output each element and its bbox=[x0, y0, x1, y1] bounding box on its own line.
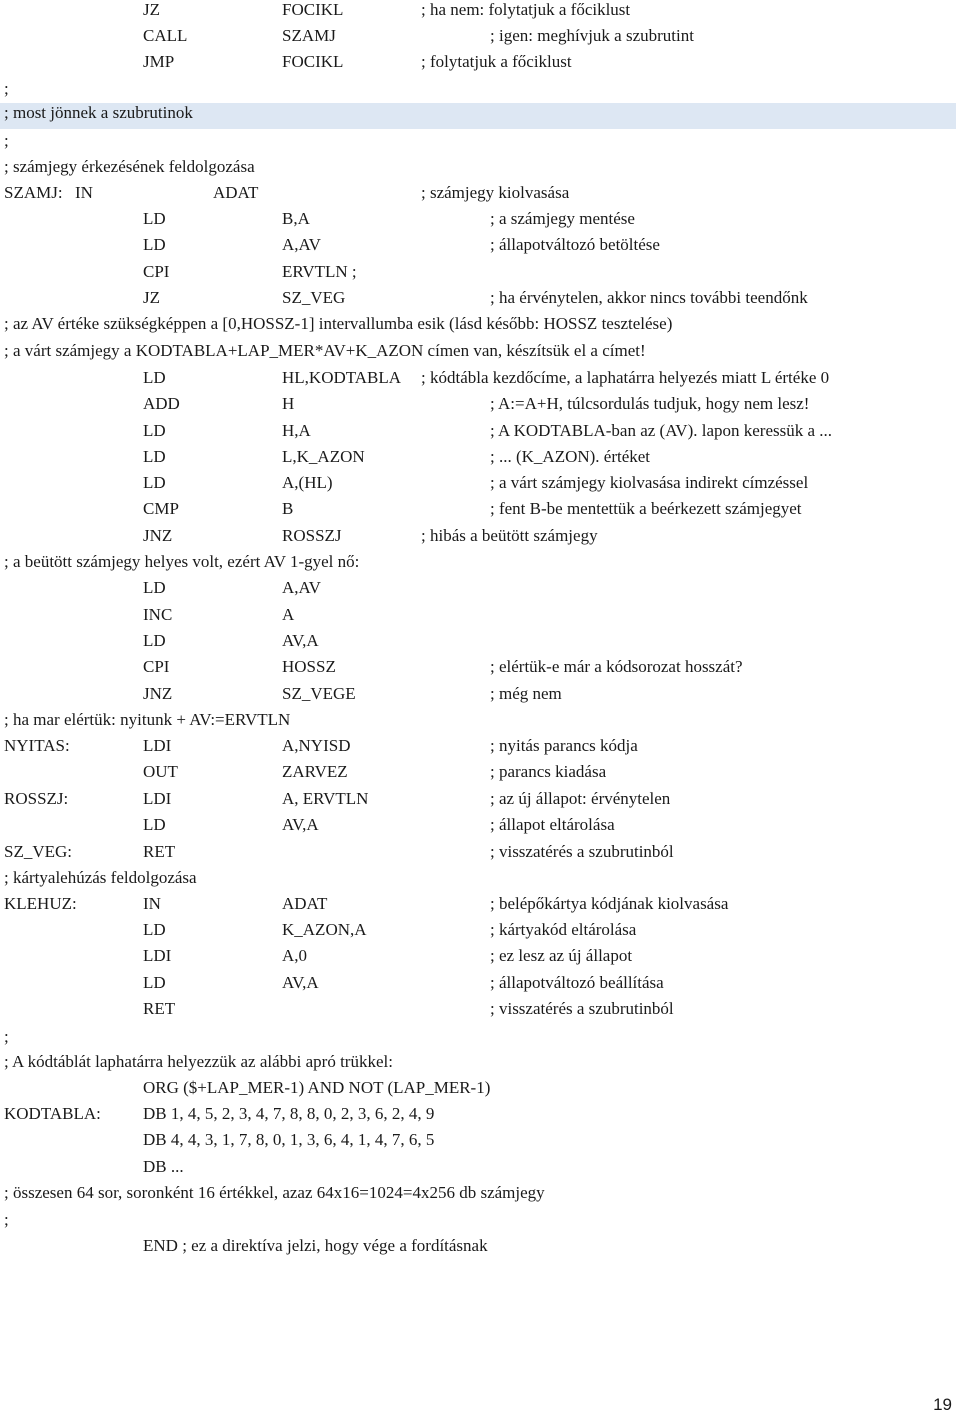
comment-text: ; az AV értéke szükségképpen a [0,HOSSZ-1] intervallumba esik (lásd később: HOSSZ tesztelése) bbox=[4, 314, 673, 333]
comment: ; kódtábla kezdőcíme, a laphatárra helyezés miatt L értéke 0 bbox=[421, 368, 830, 387]
comment: ; a számjegy mentése bbox=[490, 209, 635, 228]
operand: ADAT bbox=[213, 183, 259, 202]
code-line bbox=[0, 26, 960, 52]
code-line bbox=[0, 894, 960, 920]
code-line bbox=[0, 421, 960, 447]
mnemonic: CPI bbox=[143, 262, 170, 281]
operand: K_AZON,A bbox=[282, 920, 367, 939]
mnemonic: RET bbox=[143, 999, 176, 1018]
label: SZ_VEG: bbox=[4, 842, 72, 861]
mnemonic: LD bbox=[143, 973, 166, 992]
mnemonic: LD bbox=[143, 421, 166, 440]
code-line bbox=[0, 736, 960, 762]
comment: ; ha érvénytelen, akkor nincs további teendőnk bbox=[490, 288, 808, 307]
mnemonic: LD bbox=[143, 235, 166, 254]
directive: DB ... bbox=[143, 1157, 184, 1176]
mnemonic: LD bbox=[143, 920, 166, 939]
code-line bbox=[0, 920, 960, 946]
comment-line bbox=[0, 1210, 960, 1236]
mnemonic: LD bbox=[143, 631, 166, 650]
directive: DB 4, 4, 3, 1, 7, 8, 0, 1, 3, 6, 4, 1, 4, 7, 6, 5 bbox=[143, 1130, 435, 1149]
comment: ; még nem bbox=[490, 684, 562, 703]
comment: ; fent B-be mentettük a beérkezett számjegyet bbox=[490, 499, 802, 518]
comment: ; visszatérés a szubrutinból bbox=[490, 999, 674, 1018]
mnemonic: JMP bbox=[143, 52, 175, 71]
operand: ERVTLN ; bbox=[282, 262, 357, 281]
directive-line bbox=[0, 1078, 960, 1104]
code-line bbox=[0, 631, 960, 657]
mnemonic: LD bbox=[143, 368, 166, 387]
mnemonic: CALL bbox=[143, 26, 188, 45]
comment-text: ; A kódtáblát laphatárra helyezzük az alábbi apró trükkel: bbox=[4, 1052, 393, 1071]
comment: ; A:=A+H, túlcsordulás tudjuk, hogy nem lesz! bbox=[490, 394, 810, 413]
label: SZAMJ: bbox=[4, 183, 63, 202]
mnemonic: JNZ bbox=[143, 684, 173, 703]
code-line bbox=[0, 526, 960, 552]
directive: END ; ez a direktíva jelzi, hogy vége a fordításnak bbox=[143, 1236, 488, 1255]
label: KODTABLA: bbox=[4, 1104, 101, 1123]
comment-text: ; összesen 64 sor, soronként 16 értékkel, azaz 64x16=1024=4x256 db számjegy bbox=[4, 1183, 545, 1202]
mnemonic: LD bbox=[143, 209, 166, 228]
comment: ; parancs kiadása bbox=[490, 762, 607, 781]
directive: ORG ($+LAP_MER-1) AND NOT (LAP_MER-1) bbox=[143, 1078, 491, 1097]
operand: A,NYISD bbox=[282, 736, 351, 755]
operand: B,A bbox=[282, 209, 310, 228]
comment: ; állapotváltozó beállítása bbox=[490, 973, 664, 992]
comment: ; nyitás parancs kódja bbox=[490, 736, 638, 755]
comment-text: ; bbox=[4, 1210, 9, 1229]
operand: A bbox=[282, 605, 295, 624]
comment-line bbox=[0, 1027, 960, 1053]
code-line bbox=[0, 473, 960, 499]
mnemonic: RET bbox=[143, 842, 176, 861]
comment-text: ; bbox=[4, 79, 9, 98]
comment: ; folytatjuk a főciklust bbox=[421, 52, 572, 71]
mnemonic: CPI bbox=[143, 657, 170, 676]
operand: A, ERVTLN bbox=[282, 789, 369, 808]
mnemonic: JNZ bbox=[143, 526, 173, 545]
directive: DB 1, 4, 5, 2, 3, 4, 7, 8, 8, 0, 2, 3, 6, 2, 4, 9 bbox=[143, 1104, 435, 1123]
operand: SZ_VEGE bbox=[282, 684, 356, 703]
comment: ; hibás a beütött számjegy bbox=[421, 526, 598, 545]
data-line bbox=[0, 1104, 960, 1130]
code-line bbox=[0, 762, 960, 788]
operand: AV,A bbox=[282, 631, 319, 650]
comment: ; belépőkártya kódjának kiolvasása bbox=[490, 894, 729, 913]
operand: L,K_AZON bbox=[282, 447, 365, 466]
comment: ; visszatérés a szubrutinból bbox=[490, 842, 674, 861]
operand: B bbox=[282, 499, 294, 518]
mnemonic: LD bbox=[143, 578, 166, 597]
comment-line bbox=[0, 341, 960, 367]
code-line bbox=[0, 657, 960, 683]
mnemonic: IN bbox=[75, 183, 93, 202]
comment-line bbox=[0, 1183, 960, 1209]
operand: ROSSZJ bbox=[282, 526, 342, 545]
operand: A,AV bbox=[282, 235, 321, 254]
comment-text: ; ha mar elértük: nyitunk + AV:=ERVTLN bbox=[4, 710, 291, 729]
operand: HL,KODTABLA bbox=[282, 368, 402, 387]
label: KLEHUZ: bbox=[4, 894, 77, 913]
code-line bbox=[0, 209, 960, 235]
code-line bbox=[0, 52, 960, 78]
mnemonic: LD bbox=[143, 815, 166, 834]
operand: FOCIKL bbox=[282, 52, 344, 71]
comment-text: ; számjegy érkezésének feldolgozása bbox=[4, 157, 255, 176]
code-line bbox=[0, 499, 960, 525]
comment: ; a várt számjegy kiolvasása indirekt címzéssel bbox=[490, 473, 809, 492]
comment-line bbox=[0, 552, 960, 578]
operand: SZAMJ bbox=[282, 26, 336, 45]
mnemonic: LD bbox=[143, 473, 166, 492]
code-line bbox=[0, 183, 960, 209]
mnemonic: ADD bbox=[143, 394, 180, 413]
comment-text: ; kártyalehúzás feldolgozása bbox=[4, 868, 197, 887]
comment-line bbox=[0, 131, 960, 157]
mnemonic: IN bbox=[143, 894, 161, 913]
code-line bbox=[0, 368, 960, 394]
code-line bbox=[0, 0, 960, 26]
comment: ; számjegy kiolvasása bbox=[421, 183, 570, 202]
operand: H bbox=[282, 394, 295, 413]
comment-text: ; bbox=[4, 131, 9, 150]
comment: ; ha nem: folytatjuk a főciklust bbox=[421, 0, 631, 19]
code-line bbox=[0, 394, 960, 420]
mnemonic: LD bbox=[143, 447, 166, 466]
label: NYITAS: bbox=[4, 736, 70, 755]
comment-text: ; most jönnek a szubrutinok bbox=[4, 103, 193, 122]
mnemonic: JZ bbox=[143, 288, 160, 307]
mnemonic: LDI bbox=[143, 789, 172, 808]
operand: A,AV bbox=[282, 578, 321, 597]
comment: ; igen: meghívjuk a szubrutint bbox=[490, 26, 694, 45]
code-line bbox=[0, 447, 960, 473]
code-line bbox=[0, 789, 960, 815]
operand: AV,A bbox=[282, 973, 319, 992]
comment-line bbox=[0, 314, 960, 340]
operand: HOSSZ bbox=[282, 657, 336, 676]
operand: A,(HL) bbox=[282, 473, 333, 492]
comment-line-highlighted bbox=[0, 103, 956, 129]
code-line bbox=[0, 815, 960, 841]
code-line bbox=[0, 605, 960, 631]
comment: ; állapot eltárolása bbox=[490, 815, 615, 834]
operand: ADAT bbox=[282, 894, 328, 913]
operand: FOCIKL bbox=[282, 0, 344, 19]
code-line bbox=[0, 235, 960, 261]
comment-text: ; a beütött számjegy helyes volt, ezért AV 1-gyel nő: bbox=[4, 552, 360, 571]
comment-text: ; a várt számjegy a KODTABLA+LAP_MER*AV+K_AZON címen van, készítsük el a címet! bbox=[4, 341, 646, 360]
code-line bbox=[0, 973, 960, 999]
code-line bbox=[0, 578, 960, 604]
label: ROSSZJ: bbox=[4, 789, 69, 808]
code-line bbox=[0, 946, 960, 972]
page-number: 19 bbox=[933, 1395, 952, 1414]
comment: ; ez lesz az új állapot bbox=[490, 946, 633, 965]
operand: H,A bbox=[282, 421, 311, 440]
comment-line bbox=[0, 868, 960, 894]
mnemonic: INC bbox=[143, 605, 173, 624]
mnemonic: LDI bbox=[143, 736, 172, 755]
operand: AV,A bbox=[282, 815, 319, 834]
code-line bbox=[0, 262, 960, 288]
comment: ; állapotváltozó betöltése bbox=[490, 235, 660, 254]
comment-line bbox=[0, 1052, 960, 1078]
comment-text: ; bbox=[4, 1027, 9, 1046]
code-line bbox=[0, 842, 960, 868]
comment: ; kártyakód eltárolása bbox=[490, 920, 637, 939]
comment-line bbox=[0, 79, 960, 105]
code-line bbox=[0, 684, 960, 710]
mnemonic: CMP bbox=[143, 499, 179, 518]
mnemonic: JZ bbox=[143, 0, 160, 19]
comment-line bbox=[0, 710, 960, 736]
data-line bbox=[0, 1130, 960, 1156]
comment-line bbox=[0, 157, 960, 183]
code-line bbox=[0, 288, 960, 314]
operand: ZARVEZ bbox=[282, 762, 348, 781]
mnemonic: OUT bbox=[143, 762, 178, 781]
comment: ; ... (K_AZON). értéket bbox=[490, 447, 651, 466]
comment: ; A KODTABLA-ban az (AV). lapon keressük a ... bbox=[490, 421, 833, 440]
comment: ; az új állapot: érvénytelen bbox=[490, 789, 671, 808]
comment: ; elértük-e már a kódsorozat hosszát? bbox=[490, 657, 743, 676]
operand: A,0 bbox=[282, 946, 308, 965]
mnemonic: LDI bbox=[143, 946, 172, 965]
operand: SZ_VEG bbox=[282, 288, 346, 307]
directive-line bbox=[0, 1236, 960, 1262]
code-line bbox=[0, 999, 960, 1025]
data-line bbox=[0, 1157, 960, 1183]
